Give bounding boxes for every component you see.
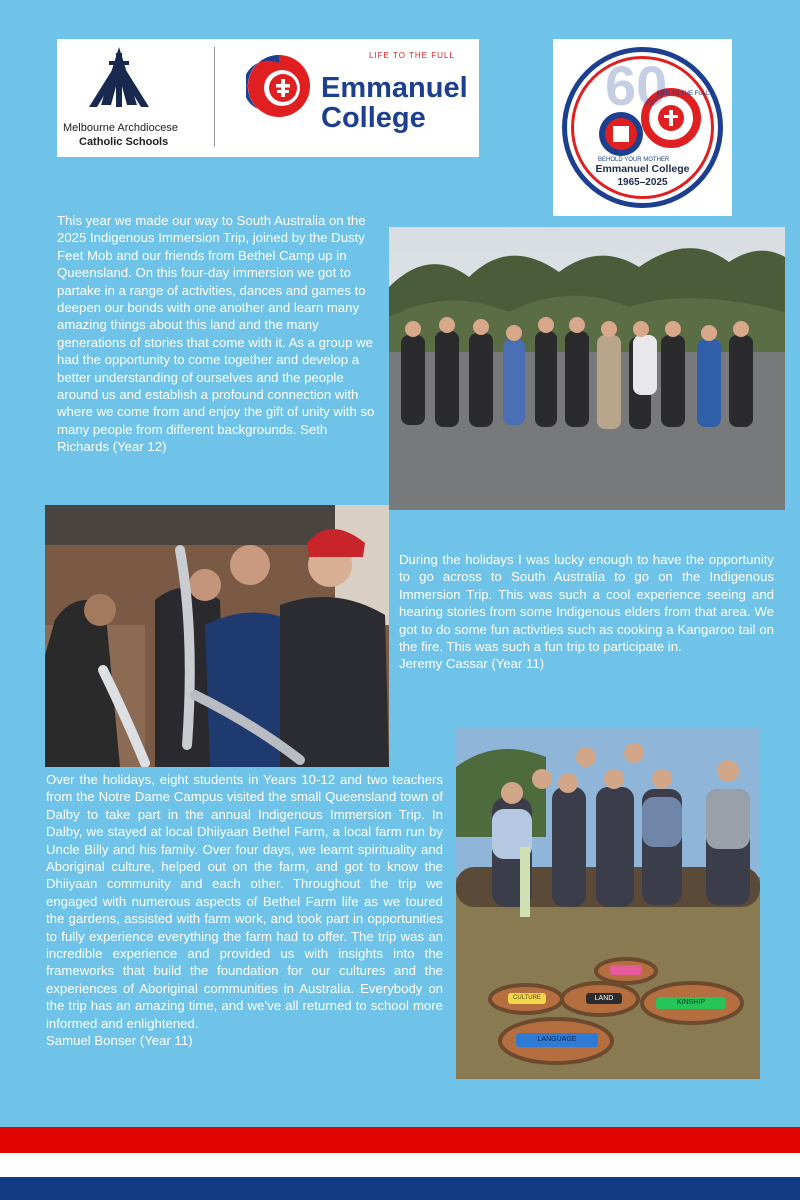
samuel-article (46, 771, 443, 1050)
stump-label-language: LANGUAGE (537, 1036, 577, 1043)
college-logo-banner (57, 39, 479, 157)
anniversary-name: Emmanuel College (595, 163, 690, 175)
macs-logo-line2: Catholic Schools (79, 136, 169, 148)
jeremy-article-author: Jeremy Cassar (Year 11) (399, 656, 545, 672)
jeremy-article-text: During the holidays I was lucky enough to have the opportunity to go across to South Australia to go on the Indigenous Immersion Trip. This was such a cool experience seeing and hearing stories from some Indigenous elders from that area. We got to do some fun activities such as cooking a Kangaroo tail on the fire. This was such a fun trip to participate in. (399, 552, 774, 655)
anniversary-years: 1965–2025 (617, 177, 668, 188)
footer-stripe-navy (0, 1177, 800, 1200)
footer-stripe-white (0, 1153, 800, 1177)
anniversary-number: 60 (605, 54, 668, 117)
stump-label-kinship: KINSHIP (676, 999, 705, 1006)
seth-article-text: This year we made our way to South Australia on the 2025 Indigenous Immersion Trip, joined by the Dusty Feet Mob and our friends from Bethel Camp up in Queensland. On this four-day immersion we got to partake in a range of activities, dances and games to deepen our bonds with one another and learn many amazing things about this land and the many generations of stories that come with it. As a group we had the opportunity to come together and develop a better understanding of ourselves and the people around us and establish a profound connection with where we come from and enjoy the gift of unity with so many people from different backgrounds. Seth Richards (Year 12) (57, 213, 375, 455)
jeremy-article (399, 551, 774, 673)
logo-divider (214, 47, 215, 147)
samuel-article-author: Samuel Bonser (Year 11) (46, 1033, 193, 1049)
emmanuel-swirl-icon (246, 53, 312, 119)
macs-logo-icon (83, 45, 155, 111)
didgeridoo-photo (45, 505, 389, 767)
stump-label-culture: CULTURE (513, 995, 541, 1001)
college-name-line1: Emmanuel (321, 72, 468, 104)
anniversary-lower-text: BEHOLD YOUR MOTHER (598, 157, 670, 163)
anniversary-logo-box (553, 39, 732, 216)
stumps-photo (456, 727, 760, 1079)
college-tagline: LIFE TO THE FULL (369, 51, 455, 60)
group-photo (389, 227, 785, 510)
stump-label-land: LAND (594, 995, 614, 1002)
college-name-line2: College (321, 102, 426, 134)
anniversary-ring-text: LIFE TO THE FULL (657, 91, 710, 97)
macs-logo-line1: Melbourne Archdiocese (63, 122, 178, 134)
footer-stripe-red (0, 1127, 800, 1153)
samuel-article-text: Over the holidays, eight students in Years 10-12 and two teachers from the Notre Dame Campus visited the small Queensland town of Dalby to take part in the annual Indigenous Immersion Trip. In Dalby, we stayed at local Dhiiyaan Bethel Farm, a local farm run by Uncle Billy and his family. Over four days, we learnt spirituality and Aboriginal culture, helped out on the farm, and got to know the Dhiiyaan community and each other. Throughout the trip we engaged with numerous aspects of Bethel Farm life as we toured the gardens, assisted with farm work, and took part in opportunities to fully experience everything the farm had to offer. The trip was an incredible experience and provided us with insights into the frameworks that build the foundation for our cultures and the experiences of Aboriginal communities in Australia. Everybody on the trip has an amazing time, and we’ve all returned to school more informed and enlightened. (46, 772, 443, 1031)
